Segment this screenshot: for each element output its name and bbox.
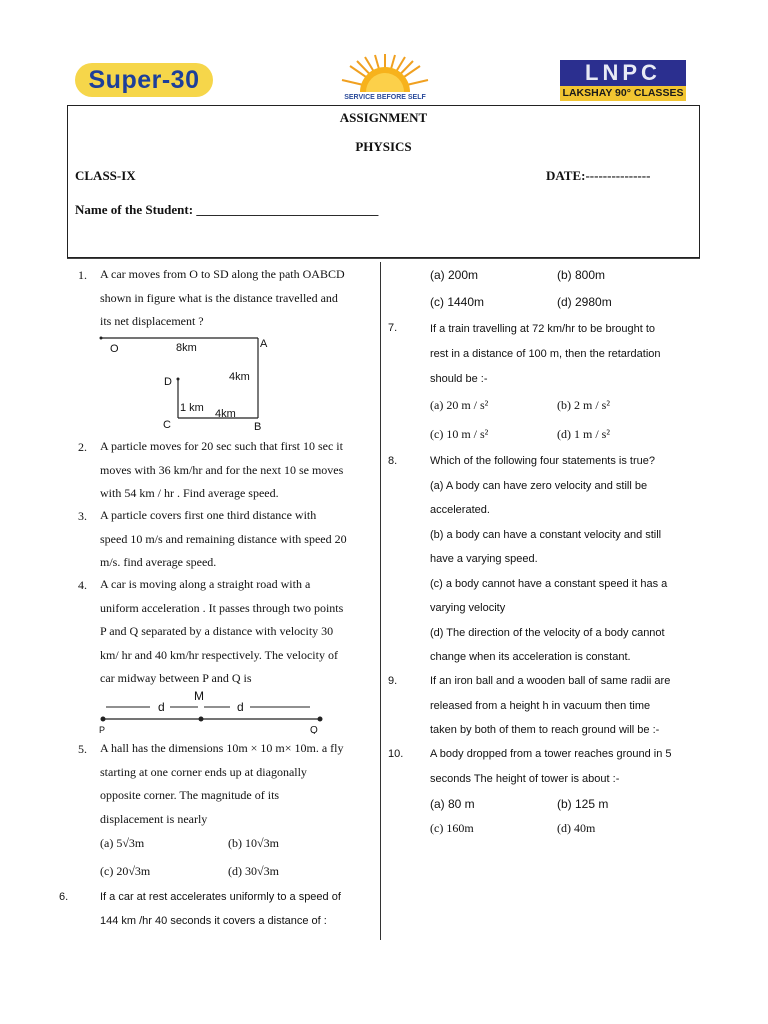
question-line: should be :- (430, 373, 488, 385)
question-line: displacement is nearly (100, 811, 208, 826)
lnpc-logo-subtitle: LAKSHAY 90° CLASSES (560, 86, 686, 101)
question-line: P and Q separated by a distance with velocity 30 (100, 624, 334, 638)
path-diagram (98, 334, 278, 430)
question-text (100, 573, 343, 691)
q5-option-c: (c) 20√3m (100, 864, 151, 878)
question-text (430, 669, 670, 743)
question-line: seconds The height of tower is about :- (430, 772, 620, 785)
question-line: A body dropped from a tower reaches ground in 5 (430, 748, 672, 760)
question-line: A car is moving along a straight road with a (100, 577, 311, 591)
question-text (100, 435, 343, 506)
q7-option-c: (c) 10 m / s² (430, 427, 489, 441)
question-line: speed 10 m/s and remaining distance with speed 20 (100, 531, 347, 546)
q10-option-b: (b) 125 m (557, 797, 609, 811)
q6-option-b: (b) 800m (557, 268, 606, 282)
header-box (67, 105, 700, 258)
question-line: moves with 36 km/hr and for the next 10 se moves (100, 462, 344, 477)
label-d2: d (237, 700, 244, 714)
q7-option-b: (b) 2 m / s² (557, 398, 610, 412)
question-line: If an iron ball and a wooden ball of same radii are (430, 675, 671, 687)
question-text (100, 886, 341, 933)
q7-option-a: (a) 20 m / s² (430, 398, 489, 412)
q5-option-b: (b) 10√3m (228, 836, 279, 850)
question-line: starting at one corner ends up at diagonally (100, 764, 307, 779)
question-line: 144 km /hr 40 seconds it covers a distance of : (100, 914, 327, 927)
question-line: its net displacement ? (100, 314, 204, 328)
question-number: 5. (78, 742, 87, 756)
question-text (430, 317, 661, 392)
sun-logo (330, 50, 440, 108)
date-label: DATE:--------------- (546, 168, 651, 183)
question-text (100, 263, 345, 334)
label-d1: d (158, 700, 165, 714)
q10-option-d: (d) 40m (557, 821, 596, 835)
question-line: (a) A body can have zero velocity and still be (430, 479, 648, 492)
question-line: m/s. find average speed. (100, 555, 217, 569)
question-line: taken by both of them to reach ground will be :- (430, 724, 660, 736)
question-number: 1. (78, 268, 87, 282)
question-text (100, 504, 347, 575)
question-line: A particle moves for 20 sec such that first 10 sec it (100, 439, 343, 453)
question-line: uniform acceleration . It passes through two points (100, 600, 344, 615)
point-m: M (194, 689, 204, 703)
lnpc-logo-text: LNPC (560, 60, 686, 86)
question-line: change when its acceleration is constant. (430, 651, 631, 663)
question-number: 2. (78, 440, 87, 454)
q6-option-a: (a) 200m (430, 268, 479, 282)
header-bottom-line (67, 258, 700, 259)
label-cb: 4km (215, 408, 236, 420)
pq-line-diagram (98, 688, 324, 734)
point-p: P (99, 725, 106, 734)
class-label: CLASS-IX (75, 168, 136, 183)
lnpc-logo (560, 60, 686, 102)
point-b: B (254, 421, 262, 430)
question-line: A car moves from O to SD along the path OABCD (100, 267, 345, 281)
q5-option-a: (a) 5√3m (100, 836, 145, 850)
q6-option-d: (d) 2980m (557, 295, 612, 309)
question-number: 6. (59, 891, 69, 903)
question-line: (b) a body can have a constant velocity and still (430, 528, 662, 541)
question-line: (c) a body cannot have a constant speed it has a (430, 577, 668, 590)
question-line: shown in figure what is the distance travelled and (100, 290, 338, 305)
question-line: Which of the following four statements is true? (430, 455, 655, 467)
subject-title: PHYSICS (355, 139, 412, 154)
question-line: If a train travelling at 72 km/hr to be brought to (430, 323, 656, 335)
q10-option-c: (c) 160m (430, 821, 474, 835)
question-text (430, 742, 672, 791)
sun-logo-tagline: SERVICE BEFORE SELF (344, 94, 426, 101)
question-text (100, 737, 344, 831)
question-number: 7. (388, 322, 398, 334)
question-line: A hall has the dimensions 10m × 10 m× 10m. a fly (100, 741, 344, 755)
column-divider (380, 262, 381, 940)
question-line: varying velocity (430, 602, 506, 614)
question-line: have a varying speed. (430, 553, 538, 565)
question-line: (d) The direction of the velocity of a body cannot (430, 626, 665, 639)
question-line: rest in a distance of 100 m, then the retardation (430, 348, 661, 360)
point-d: D (164, 376, 172, 388)
point-c: C (163, 419, 171, 430)
question-line: with 54 km / hr . Find average speed. (100, 486, 279, 500)
label-cd: 1 km (180, 402, 204, 414)
super30-logo: Super-30 (75, 63, 213, 97)
question-number: 8. (388, 455, 398, 467)
question-number: 3. (78, 509, 87, 523)
q6-option-c: (c) 1440m (430, 295, 485, 309)
sun-icon (330, 50, 440, 96)
point-o: O (110, 343, 119, 355)
question-line: A particle covers first one third distance with (100, 508, 317, 522)
question-line: accelerated. (430, 504, 490, 516)
question-number: 9. (388, 675, 398, 687)
question-line: opposite corner. The magnitude of its (100, 788, 280, 802)
point-q: Q (310, 725, 318, 734)
question-line: If a car at rest accelerates uniformly to a speed of (100, 891, 341, 903)
q5-option-d: (d) 30√3m (228, 864, 279, 878)
question-line: km/ hr and 40 km/hr respectively. The velocity of (100, 647, 338, 662)
q10-option-a: (a) 80 m (430, 797, 475, 811)
label-oa: 8km (176, 342, 197, 354)
question-number: 10. (388, 748, 404, 760)
question-line: released from a height h in vacuum then time (430, 699, 651, 712)
q7-option-d: (d) 1 m / s² (557, 427, 610, 441)
question-number: 4. (78, 578, 87, 592)
point-a: A (260, 338, 268, 350)
label-ab: 4km (229, 371, 250, 383)
question-line: car midway between P and Q is (100, 671, 252, 685)
assignment-title: ASSIGNMENT (339, 110, 428, 125)
question-text (430, 449, 667, 670)
student-name-label: Name of the Student: ____________________________ (75, 202, 379, 217)
